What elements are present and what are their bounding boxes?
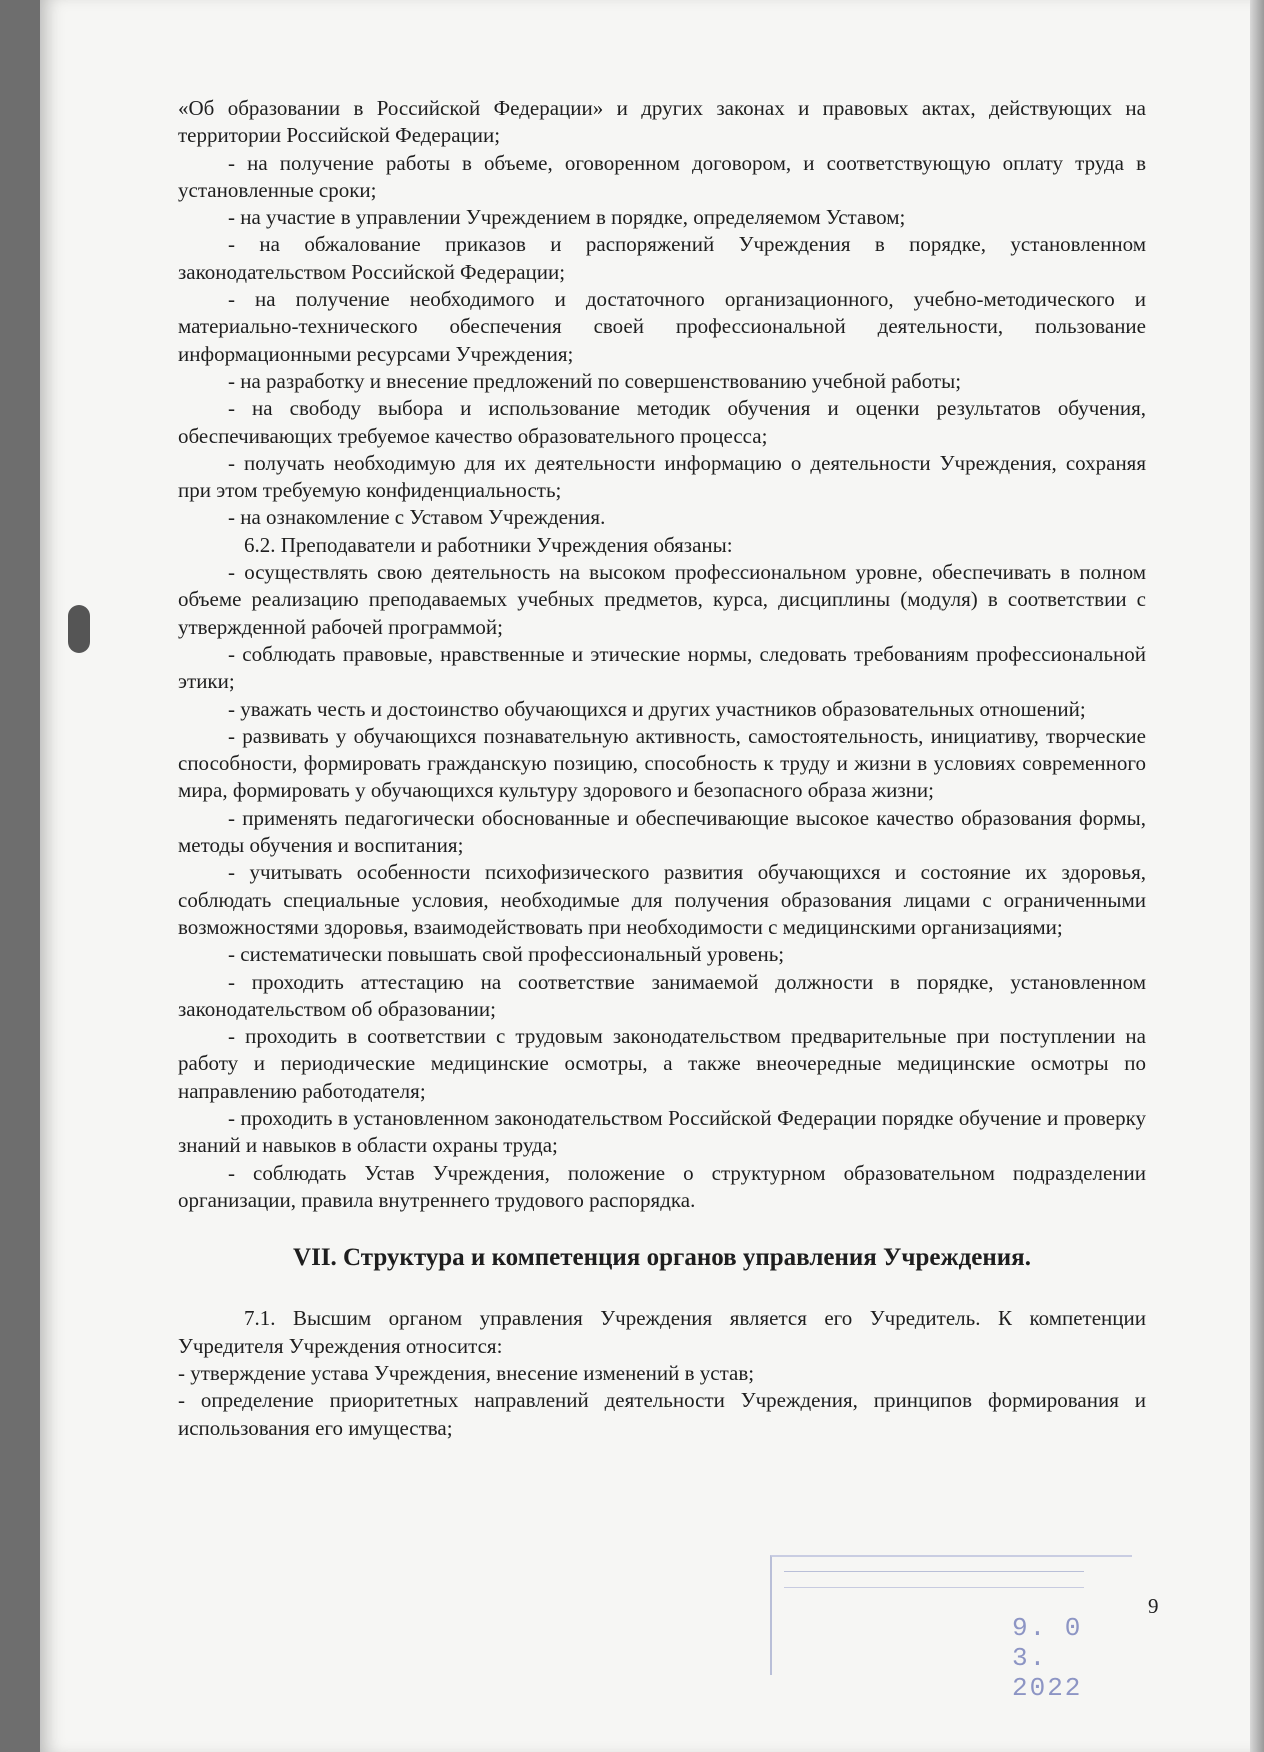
page-edge <box>1250 0 1264 1752</box>
paragraph: - проходить в установленном законодательством Российской Федерации порядке обучение и проверку знаний и навыков в области охраны труда; <box>178 1105 1146 1158</box>
stamp-date: 9. 0 3. 2022 <box>1012 1613 1083 1703</box>
paragraph: - на обжалование приказов и распоряжений Учреждения в порядке, установленном законодательством Российской Федерации; <box>178 232 1146 284</box>
paragraph: - на получение работы в объеме, оговоренном договором, и соответствующую оплату труда в установленные сроки; <box>178 150 1146 202</box>
document-body <box>178 95 1146 1442</box>
paragraph: «Об образовании в Российской Федерации» и других законах и правовых актах, действующих на территории Российской Федерации; <box>178 96 1146 148</box>
registration-stamp <box>770 1555 1132 1703</box>
paragraph: - на получение необходимого и достаточного организационного, учебно-методического и материально-технического обеспечения своей профессиональной деятельности, пользование информационными ресурсами Учреждения; <box>178 287 1146 366</box>
page-number: 9 <box>1148 1594 1159 1618</box>
paragraph: - на свободу выбора и использование методик обучения и оценки результатов обучения, обеспечивающих требуемое качество образовательного процесса; <box>178 396 1146 448</box>
stamp-line <box>784 1571 1084 1572</box>
section-heading: VII. Структура и компетенция органов управления Учреждения. <box>293 1244 1031 1272</box>
paragraph: - определение приоритетных направлений деятельности Учреждения, принципов формирования и использования его имущества; <box>178 1388 1146 1440</box>
paragraph: - на разработку и внесение предложений по совершенствованию учебной работы; <box>228 368 962 393</box>
paragraph: - соблюдать правовые, нравственные и этические нормы, следовать требованиям профессиональной этики; <box>178 641 1146 694</box>
paragraph: - систематически повышать свой профессиональный уровень; <box>228 942 785 967</box>
paragraph: - осуществлять свою деятельность на высоком профессиональном уровне, обеспечивать в полном объеме реализацию преподаваемых учебных предметов, курса, дисциплины (модуля) в соответствии с утвержденной рабочей программой; <box>178 560 1146 639</box>
paragraph: - уважать честь и достоинство обучающихся и других участников образовательных отношений; <box>228 696 1086 721</box>
paragraph: - развивать у обучающихся познавательную активность, самостоятельность, инициативу, творческие способности, формировать гражданскую позицию, способность к труду и жизни в условиях современного мира, формировать у обучающихся культуру здорового и безопасного образа жизни; <box>178 723 1146 803</box>
paragraph: - проходить в соответствии с трудовым законодательством предварительные при поступлении на работу и периодические медицинские осмотры, а также внеочередные медицинские осмотры по направлению работодателя; <box>178 1024 1146 1103</box>
paragraph: 6.2. Преподаватели и работники Учреждения обязаны: <box>244 532 733 557</box>
paragraph: - на участие в управлении Учреждением в порядке, определяемом Уставом; <box>228 205 906 230</box>
paragraph: - утверждение устава Учреждения, внесение изменений в устав; <box>178 1361 755 1386</box>
paragraph: - проходить аттестацию на соответствие занимаемой должности в порядке, установленном законодательством об образовании; <box>178 969 1146 1021</box>
paragraph: 7.1. Высшим органом управления Учреждения является его Учредитель. К компетенции Учредителя Учреждения относится: <box>178 1306 1146 1358</box>
paragraph: - применять педагогически обоснованные и обеспечивающие высокое качество образования формы, методы обучения и воспитания; <box>178 805 1146 858</box>
paragraph: - получать необходимую для их деятельности информацию о деятельности Учреждения, сохраняя при этом требуемую конфиденциальность; <box>178 450 1146 503</box>
stamp-line <box>784 1587 1084 1588</box>
binder-hole <box>68 605 90 653</box>
paragraph: - соблюдать Устав Учреждения, положение о структурном образовательном подразделении организации, правила внутреннего трудового распорядка. <box>178 1160 1146 1212</box>
paragraph: - на ознакомление с Уставом Учреждения. <box>228 505 606 530</box>
paragraph: - учитывать особенности психофизического развития обучающихся и состояние их здоровья, соблюдать специальные условия, необходимые для получения образования лицами с ограниченными возможностями здоровья, взаимодействовать при необходимости с медицинскими организациями; <box>178 860 1146 939</box>
